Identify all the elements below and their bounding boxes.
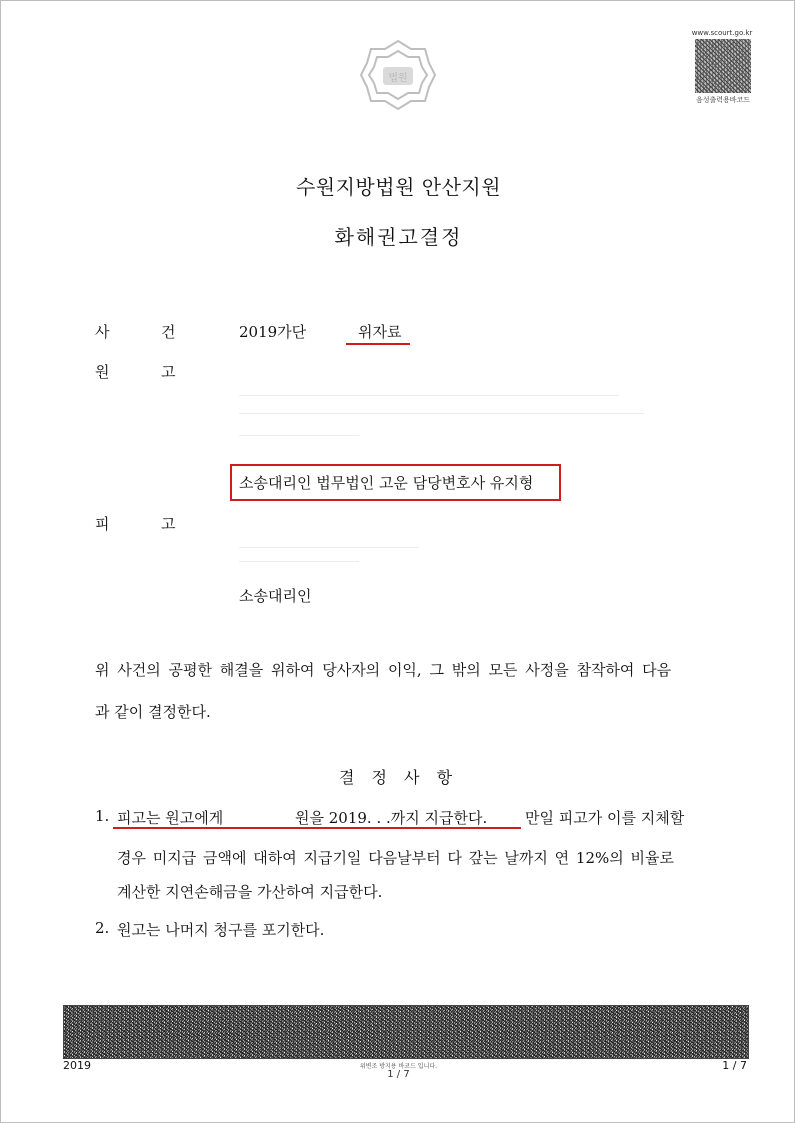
item-2-number: 2. xyxy=(95,919,110,937)
footer-page-number: 1 / 7 xyxy=(722,1059,747,1072)
document-title: 화해권고결정 xyxy=(334,225,463,249)
footer-page-center: 1 / 7 xyxy=(387,1069,410,1080)
item-1-line-3: 계산한 지연손해금을 가산하여 지급한다. xyxy=(117,883,383,901)
item-1-underline xyxy=(113,827,521,829)
anti-forgery-barcode xyxy=(63,1005,749,1059)
court-emblem-icon xyxy=(359,39,437,111)
defendant-counsel: 소송대리인 xyxy=(239,587,312,605)
qr-caption: 음성출력용바코드 xyxy=(695,96,751,104)
case-name-underline xyxy=(346,343,410,345)
item-2-text: 원고는 나머지 청구를 포기한다. xyxy=(117,921,325,939)
redacted-address-3 xyxy=(239,435,359,436)
item-1-text-a: 피고는 원고에게 xyxy=(117,809,224,827)
court-name: 수원지방법원 안산지원 xyxy=(295,175,502,199)
case-name: 위자료 xyxy=(358,323,402,341)
intro-line-1: 위 사건의 공평한 해결을 위하여 당사자의 이익, 그 밖의 모든 사정을 참작하여 다음 xyxy=(95,661,672,679)
intro-line-2: 과 같이 결정한다. xyxy=(95,703,211,721)
defendant-label: 피 고 xyxy=(95,515,176,533)
item-1-text-b: 원을 2019. . .까지 지급한다. xyxy=(295,809,488,827)
qr-url: www.scourt.go.kr xyxy=(691,29,753,37)
case-label: 사 건 xyxy=(95,323,176,341)
redacted-address-2 xyxy=(239,413,644,414)
emblem-text: 법원 xyxy=(388,73,408,84)
case-number: 2019가단 xyxy=(239,323,307,341)
plaintiff-label: 원 고 xyxy=(95,363,176,381)
item-1-number: 1. xyxy=(95,807,110,825)
footer-year: 2019 xyxy=(63,1059,91,1072)
decision-title: 결 정 사 항 xyxy=(338,768,459,787)
redacted-address-4 xyxy=(239,547,419,548)
qr-code xyxy=(695,39,751,93)
plaintiff-counsel: 소송대리인 법무법인 고운 담당변호사 유지형 xyxy=(239,474,534,492)
redacted-address-5 xyxy=(239,561,359,562)
item-1-line-2: 경우 미지급 금액에 대하여 지급기일 다음날부터 다 갚는 날까지 연 12%의 비율로 xyxy=(117,849,674,867)
barcode-caption: 위변조 방지용 바코드 입니다. xyxy=(359,1063,438,1070)
item-1-text-c: 만일 피고가 이를 지체할 xyxy=(525,809,685,827)
redacted-address-1 xyxy=(239,395,619,396)
